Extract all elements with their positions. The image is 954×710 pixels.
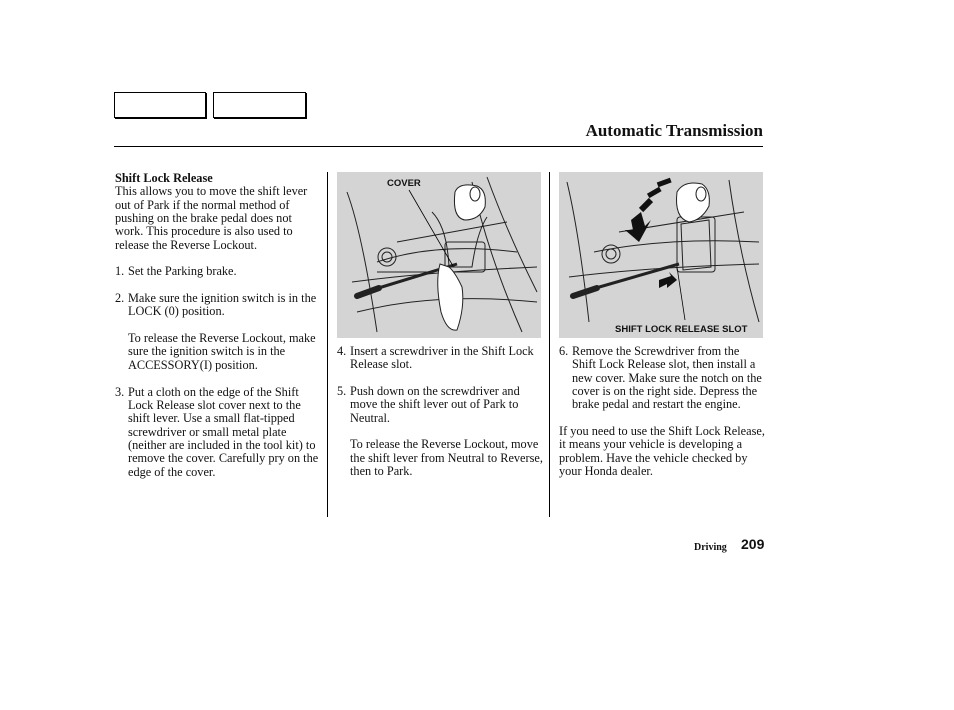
note-text: To release the Reverse Lockout, make sure the ignition switch is in the ACCESSORY(I) position. [128,331,316,372]
figure-label-slot: SHIFT LOCK RELEASE SLOT [615,324,748,335]
step-text: Put a cloth on the edge of the Shift Lock Release slot cover next to the shift lever. Use a small flat-tipped screwdriver or small metal plate (neither are included in the tool kit) to remove the cover. Carefully pry on the edge of the cover. [128,384,319,479]
step-text: Push down on the screwdriver and move the shift lever out of Park to Neutral. [350,384,520,425]
column-2 [337,345,543,478]
step-text: Insert a screwdriver in the Shift Lock Release slot. [350,344,534,372]
step-1 [115,265,323,278]
step-2 [115,292,323,319]
header-rule [114,146,763,147]
section-heading: Shift Lock Release [115,171,213,185]
step-number: 1. [115,264,125,279]
illustration-shift-lever-cover [337,172,541,338]
step-text: Set the Parking brake. [128,264,237,279]
step-number: 6. [559,344,569,358]
step-5 [337,385,543,425]
column-1 [115,172,323,479]
page-title: Automatic Transmission [585,121,763,140]
figure-cover [337,172,541,338]
step-3 [115,386,323,479]
page-number: 209 [741,536,765,552]
step-number: 2. [115,291,125,306]
nav-button-1[interactable] [114,92,206,118]
column-3 [559,345,765,478]
figure-label-cover: COVER [387,178,421,189]
step-4 [337,345,543,372]
column-divider [327,172,328,517]
step-number: 4. [337,344,347,358]
illustration-shift-lock-slot [559,172,763,338]
intro-text: This allows you to move the shift lever out of Park if the normal method of pushing on the brake pedal does not work. This procedure is also used to release the Reverse Lockout. [115,184,308,252]
step-6 [559,345,765,412]
figure-slot [559,172,763,338]
note-text: If you need to use the Shift Lock Release, it means your vehicle is developing a problem. Have the vehicle checked by your Honda dealer. [559,424,765,479]
step-number: 3. [115,384,125,399]
step-text: Make sure the ignition switch is in the LOCK (0) position. [128,291,317,319]
note-text: To release the Reverse Lockout, move the shift lever from Neutral to Reverse, then to Park. [350,437,543,479]
footer-section: Driving [694,542,727,553]
column-divider [549,172,550,517]
step-text: Remove the Screwdriver from the Shift Lock Release slot, then install a new cover. Make sure the notch on the cover is on the right side. Depress the brake pedal and restart the engine. [572,344,762,412]
step-number: 5. [337,384,347,399]
nav-button-2[interactable] [213,92,306,118]
